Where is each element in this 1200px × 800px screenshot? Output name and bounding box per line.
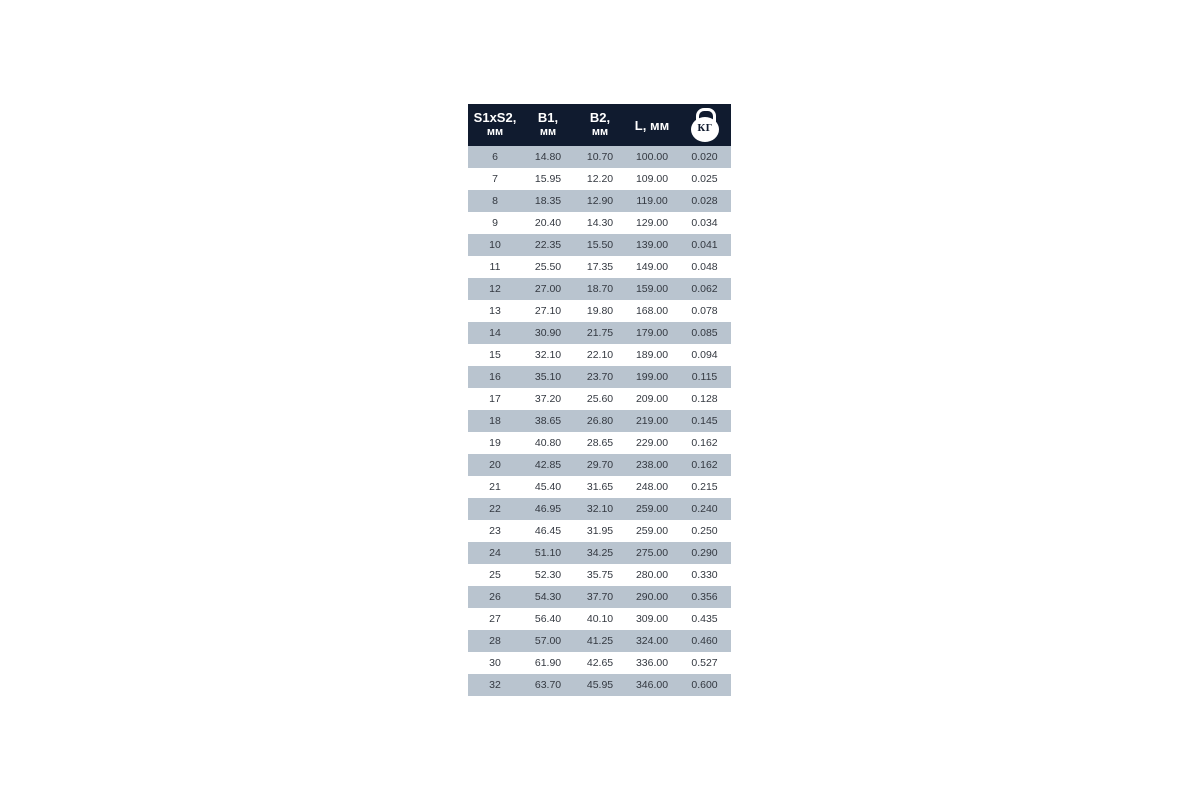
size-cell: 10: [468, 234, 522, 256]
table-row: [468, 234, 731, 256]
weight-cell: 0.048: [678, 256, 731, 278]
length-cell: 168.00: [626, 300, 678, 322]
b2-cell: 25.60: [574, 388, 626, 410]
b2-cell: 26.80: [574, 410, 626, 432]
size-cell: 17: [468, 388, 522, 410]
weight-cell: 0.025: [678, 168, 731, 190]
table-row: [468, 366, 731, 388]
table-row: [468, 586, 731, 608]
table-row: [468, 520, 731, 542]
b1-cell: 42.85: [522, 454, 574, 476]
weight-cell: 0.162: [678, 432, 731, 454]
b1-cell: 54.30: [522, 586, 574, 608]
header-b1: [522, 104, 574, 146]
table-row: [468, 410, 731, 432]
table-row: [468, 498, 731, 520]
b1-cell: 57.00: [522, 630, 574, 652]
size-cell: 23: [468, 520, 522, 542]
b1-cell: 27.10: [522, 300, 574, 322]
table-row: [468, 454, 731, 476]
weight-cell: 0.034: [678, 212, 731, 234]
length-cell: 100.00: [626, 146, 678, 168]
b1-cell: 14.80: [522, 146, 574, 168]
b1-cell: 32.10: [522, 344, 574, 366]
b1-cell: 46.45: [522, 520, 574, 542]
b1-cell: 25.50: [522, 256, 574, 278]
length-cell: 238.00: [626, 454, 678, 476]
b2-cell: 31.65: [574, 476, 626, 498]
b2-cell: 42.65: [574, 652, 626, 674]
length-cell: 275.00: [626, 542, 678, 564]
b1-cell: 38.65: [522, 410, 574, 432]
length-cell: 129.00: [626, 212, 678, 234]
b2-cell: 34.25: [574, 542, 626, 564]
table-header: [468, 104, 731, 146]
table-body: [468, 146, 731, 696]
header-b2-label: B2,: [589, 110, 611, 125]
table-row: [468, 388, 731, 410]
table-row: [468, 212, 731, 234]
weight-cell: 0.078: [678, 300, 731, 322]
table-row: [468, 168, 731, 190]
weight-cell: 0.094: [678, 344, 731, 366]
size-cell: 25: [468, 564, 522, 586]
weight-cell: 0.330: [678, 564, 731, 586]
length-cell: 139.00: [626, 234, 678, 256]
table-row: [468, 278, 731, 300]
header-s1xs2: [468, 104, 522, 146]
size-cell: 27: [468, 608, 522, 630]
b1-cell: 22.35: [522, 234, 574, 256]
length-cell: 229.00: [626, 432, 678, 454]
b2-cell: 12.90: [574, 190, 626, 212]
b1-cell: 56.40: [522, 608, 574, 630]
spec-table: [468, 104, 731, 696]
size-cell: 15: [468, 344, 522, 366]
size-cell: 6: [468, 146, 522, 168]
b2-cell: 15.50: [574, 234, 626, 256]
size-cell: 8: [468, 190, 522, 212]
length-cell: 259.00: [626, 520, 678, 542]
table-row: [468, 344, 731, 366]
length-cell: 179.00: [626, 322, 678, 344]
length-cell: 189.00: [626, 344, 678, 366]
table-row: [468, 476, 731, 498]
size-cell: 9: [468, 212, 522, 234]
b1-cell: 30.90: [522, 322, 574, 344]
weight-cell: 0.527: [678, 652, 731, 674]
header-row: [468, 104, 731, 146]
weight-cell: 0.020: [678, 146, 731, 168]
size-cell: 26: [468, 586, 522, 608]
table-row: [468, 190, 731, 212]
b1-cell: 61.90: [522, 652, 574, 674]
size-cell: 22: [468, 498, 522, 520]
length-cell: 324.00: [626, 630, 678, 652]
b1-cell: 51.10: [522, 542, 574, 564]
weight-cell: 0.250: [678, 520, 731, 542]
b2-cell: 19.80: [574, 300, 626, 322]
size-cell: 14: [468, 322, 522, 344]
b1-cell: 46.95: [522, 498, 574, 520]
weight-cell: 0.085: [678, 322, 731, 344]
table-row: [468, 432, 731, 454]
header-l-label: L, мм: [634, 117, 670, 133]
length-cell: 109.00: [626, 168, 678, 190]
length-cell: 159.00: [626, 278, 678, 300]
weight-cell: 0.145: [678, 410, 731, 432]
header-l: [626, 104, 678, 146]
length-cell: 346.00: [626, 674, 678, 696]
weight-cell: 0.290: [678, 542, 731, 564]
b1-cell: 15.95: [522, 168, 574, 190]
b2-cell: 37.70: [574, 586, 626, 608]
length-cell: 219.00: [626, 410, 678, 432]
header-b1-label: B1,: [537, 110, 559, 125]
header-b1-unit: мм: [539, 126, 557, 138]
b2-cell: 28.65: [574, 432, 626, 454]
size-cell: 16: [468, 366, 522, 388]
table-row: [468, 674, 731, 696]
header-s1xs2-label: S1xS2,: [473, 110, 517, 125]
b1-cell: 20.40: [522, 212, 574, 234]
b2-cell: 23.70: [574, 366, 626, 388]
table-row: [468, 564, 731, 586]
table-row: [468, 322, 731, 344]
size-cell: 20: [468, 454, 522, 476]
weight-cell: 0.062: [678, 278, 731, 300]
size-cell: 24: [468, 542, 522, 564]
weight-cell: 0.435: [678, 608, 731, 630]
b1-cell: 37.20: [522, 388, 574, 410]
header-b2-unit: мм: [591, 126, 609, 138]
b1-cell: 45.40: [522, 476, 574, 498]
kettlebell-icon: [691, 108, 719, 142]
length-cell: 336.00: [626, 652, 678, 674]
length-cell: 119.00: [626, 190, 678, 212]
size-cell: 12: [468, 278, 522, 300]
weight-cell: 0.162: [678, 454, 731, 476]
size-cell: 11: [468, 256, 522, 278]
weight-cell: 0.600: [678, 674, 731, 696]
weight-cell: 0.460: [678, 630, 731, 652]
length-cell: 248.00: [626, 476, 678, 498]
b2-cell: 35.75: [574, 564, 626, 586]
weight-cell: 0.128: [678, 388, 731, 410]
table-row: [468, 256, 731, 278]
size-cell: 21: [468, 476, 522, 498]
size-cell: 19: [468, 432, 522, 454]
b1-cell: 27.00: [522, 278, 574, 300]
length-cell: 309.00: [626, 608, 678, 630]
b1-cell: 35.10: [522, 366, 574, 388]
b2-cell: 40.10: [574, 608, 626, 630]
b1-cell: 18.35: [522, 190, 574, 212]
header-b2: [574, 104, 626, 146]
table-row: [468, 608, 731, 630]
table-row: [468, 300, 731, 322]
table-row: [468, 652, 731, 674]
b1-cell: 63.70: [522, 674, 574, 696]
b1-cell: 40.80: [522, 432, 574, 454]
length-cell: 209.00: [626, 388, 678, 410]
table-row: [468, 542, 731, 564]
size-cell: 28: [468, 630, 522, 652]
b2-cell: 22.10: [574, 344, 626, 366]
b2-cell: 41.25: [574, 630, 626, 652]
weight-cell: 0.240: [678, 498, 731, 520]
b1-cell: 52.30: [522, 564, 574, 586]
size-cell: 13: [468, 300, 522, 322]
b2-cell: 21.75: [574, 322, 626, 344]
b2-cell: 14.30: [574, 212, 626, 234]
table-row: [468, 146, 731, 168]
b2-cell: 18.70: [574, 278, 626, 300]
b2-cell: 17.35: [574, 256, 626, 278]
header-weight: [678, 104, 731, 146]
size-cell: 7: [468, 168, 522, 190]
weight-cell: 0.041: [678, 234, 731, 256]
weight-cell: 0.115: [678, 366, 731, 388]
weight-unit-label: КГ: [691, 117, 719, 142]
b2-cell: 10.70: [574, 146, 626, 168]
weight-cell: 0.215: [678, 476, 731, 498]
size-cell: 30: [468, 652, 522, 674]
weight-cell: 0.028: [678, 190, 731, 212]
b2-cell: 31.95: [574, 520, 626, 542]
size-cell: 18: [468, 410, 522, 432]
b2-cell: 12.20: [574, 168, 626, 190]
size-cell: 32: [468, 674, 522, 696]
b2-cell: 32.10: [574, 498, 626, 520]
b2-cell: 29.70: [574, 454, 626, 476]
header-s1xs2-unit: мм: [486, 126, 504, 138]
length-cell: 280.00: [626, 564, 678, 586]
length-cell: 259.00: [626, 498, 678, 520]
length-cell: 290.00: [626, 586, 678, 608]
b2-cell: 45.95: [574, 674, 626, 696]
length-cell: 149.00: [626, 256, 678, 278]
weight-cell: 0.356: [678, 586, 731, 608]
table-row: [468, 630, 731, 652]
length-cell: 199.00: [626, 366, 678, 388]
